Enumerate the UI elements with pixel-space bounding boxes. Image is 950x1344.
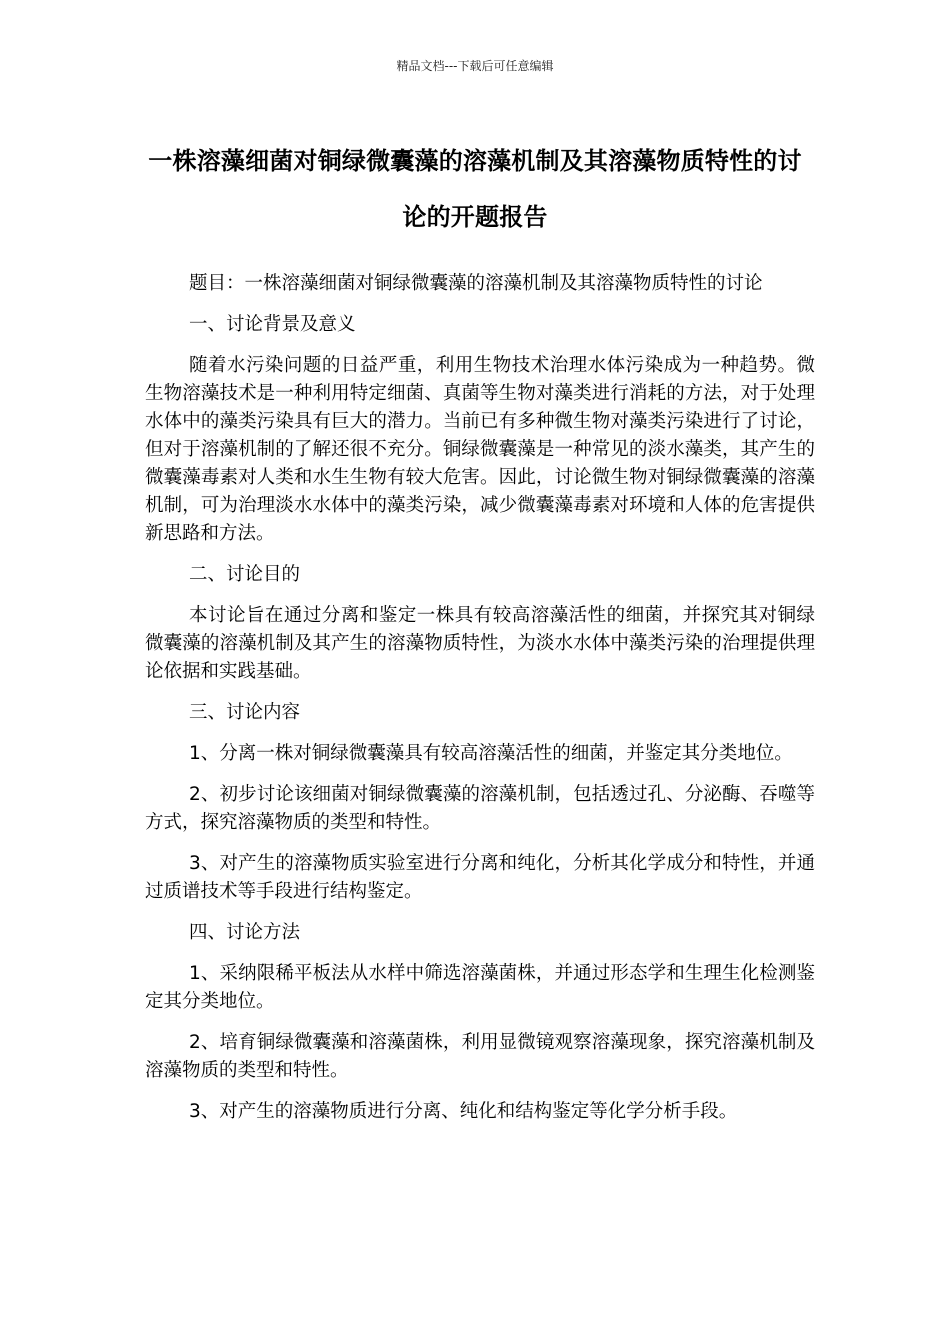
purpose-paragraph: 本讨论旨在通过分离和鉴定一株具有较高溶藻活性的细菌，并探究其对铜绿微囊藻的溶藻机制及其产生的溶藻物质特性，为淡水水体中藻类污染的治理提供理论依据和实践基础。: [145, 605, 815, 682]
content-item: 1、分离一株对铜绿微囊藻具有较高溶藻活性的细菌，并鉴定其分类地位。: [189, 743, 793, 764]
page-header: 精品文档---下载后可任意编辑: [396, 59, 554, 73]
topic-paragraph: 题目：一株溶藻细菌对铜绿微囊藻的溶藻机制及其溶藻物质特性的讨论: [189, 273, 763, 294]
section-heading-background: 一、讨论背景及意义: [189, 314, 356, 335]
method-item: 3、对产生的溶藻物质进行分离、纯化和结构鉴定等化学分析手段。: [189, 1101, 738, 1122]
method-item: 2、培育铜绿微囊藻和溶藻菌株，利用显微镜观察溶藻现象，探究溶藻机制及溶藻物质的类型和特性。: [145, 1032, 815, 1081]
background-paragraph: 随着水污染问题的日益严重，利用生物技术治理水体污染成为一种趋势。微生物溶藻技术是一种利用特定细菌、真菌等生物对藻类进行消耗的方法，对于处理水体中的藻类污染具有巨大的潜力。当前已有多种微生物对藻类污染进行了讨论，但对于溶藻机制的了解还很不充分。铜绿微囊藻是一种常见的淡水藻类，其产生的微囊藻毒素对人类和水生生物有较大危害。因此，讨论微生物对铜绿微囊藻的溶藻机制，可为治理淡水水体中的藻类污染，减少微囊藻毒素对环境和人体的危害提供新思路和方法。: [145, 355, 815, 544]
document-body: [145, 270, 815, 1139]
section-heading-content: 三、讨论内容: [189, 702, 301, 723]
method-item: 1、采纳限稀平板法从水样中筛选溶藻菌株，并通过形态学和生理生化检测鉴定其分类地位。: [145, 963, 815, 1012]
content-item: 3、对产生的溶藻物质实验室进行分离和纯化，分析其化学成分和特性，并通过质谱技术等手段进行结构鉴定。: [145, 853, 815, 902]
content-item: 2、初步讨论该细菌对铜绿微囊藻的溶藻机制，包括透过孔、分泌酶、吞噬等方式，探究溶藻物质的类型和特性。: [145, 784, 815, 833]
section-heading-methods: 四、讨论方法: [189, 922, 301, 943]
section-heading-purpose: 二、讨论目的: [189, 564, 301, 585]
document-title: 一株溶藻细菌对铜绿微囊藻的溶藻机制及其溶藻物质特性的讨论的开题报告: [148, 147, 802, 231]
